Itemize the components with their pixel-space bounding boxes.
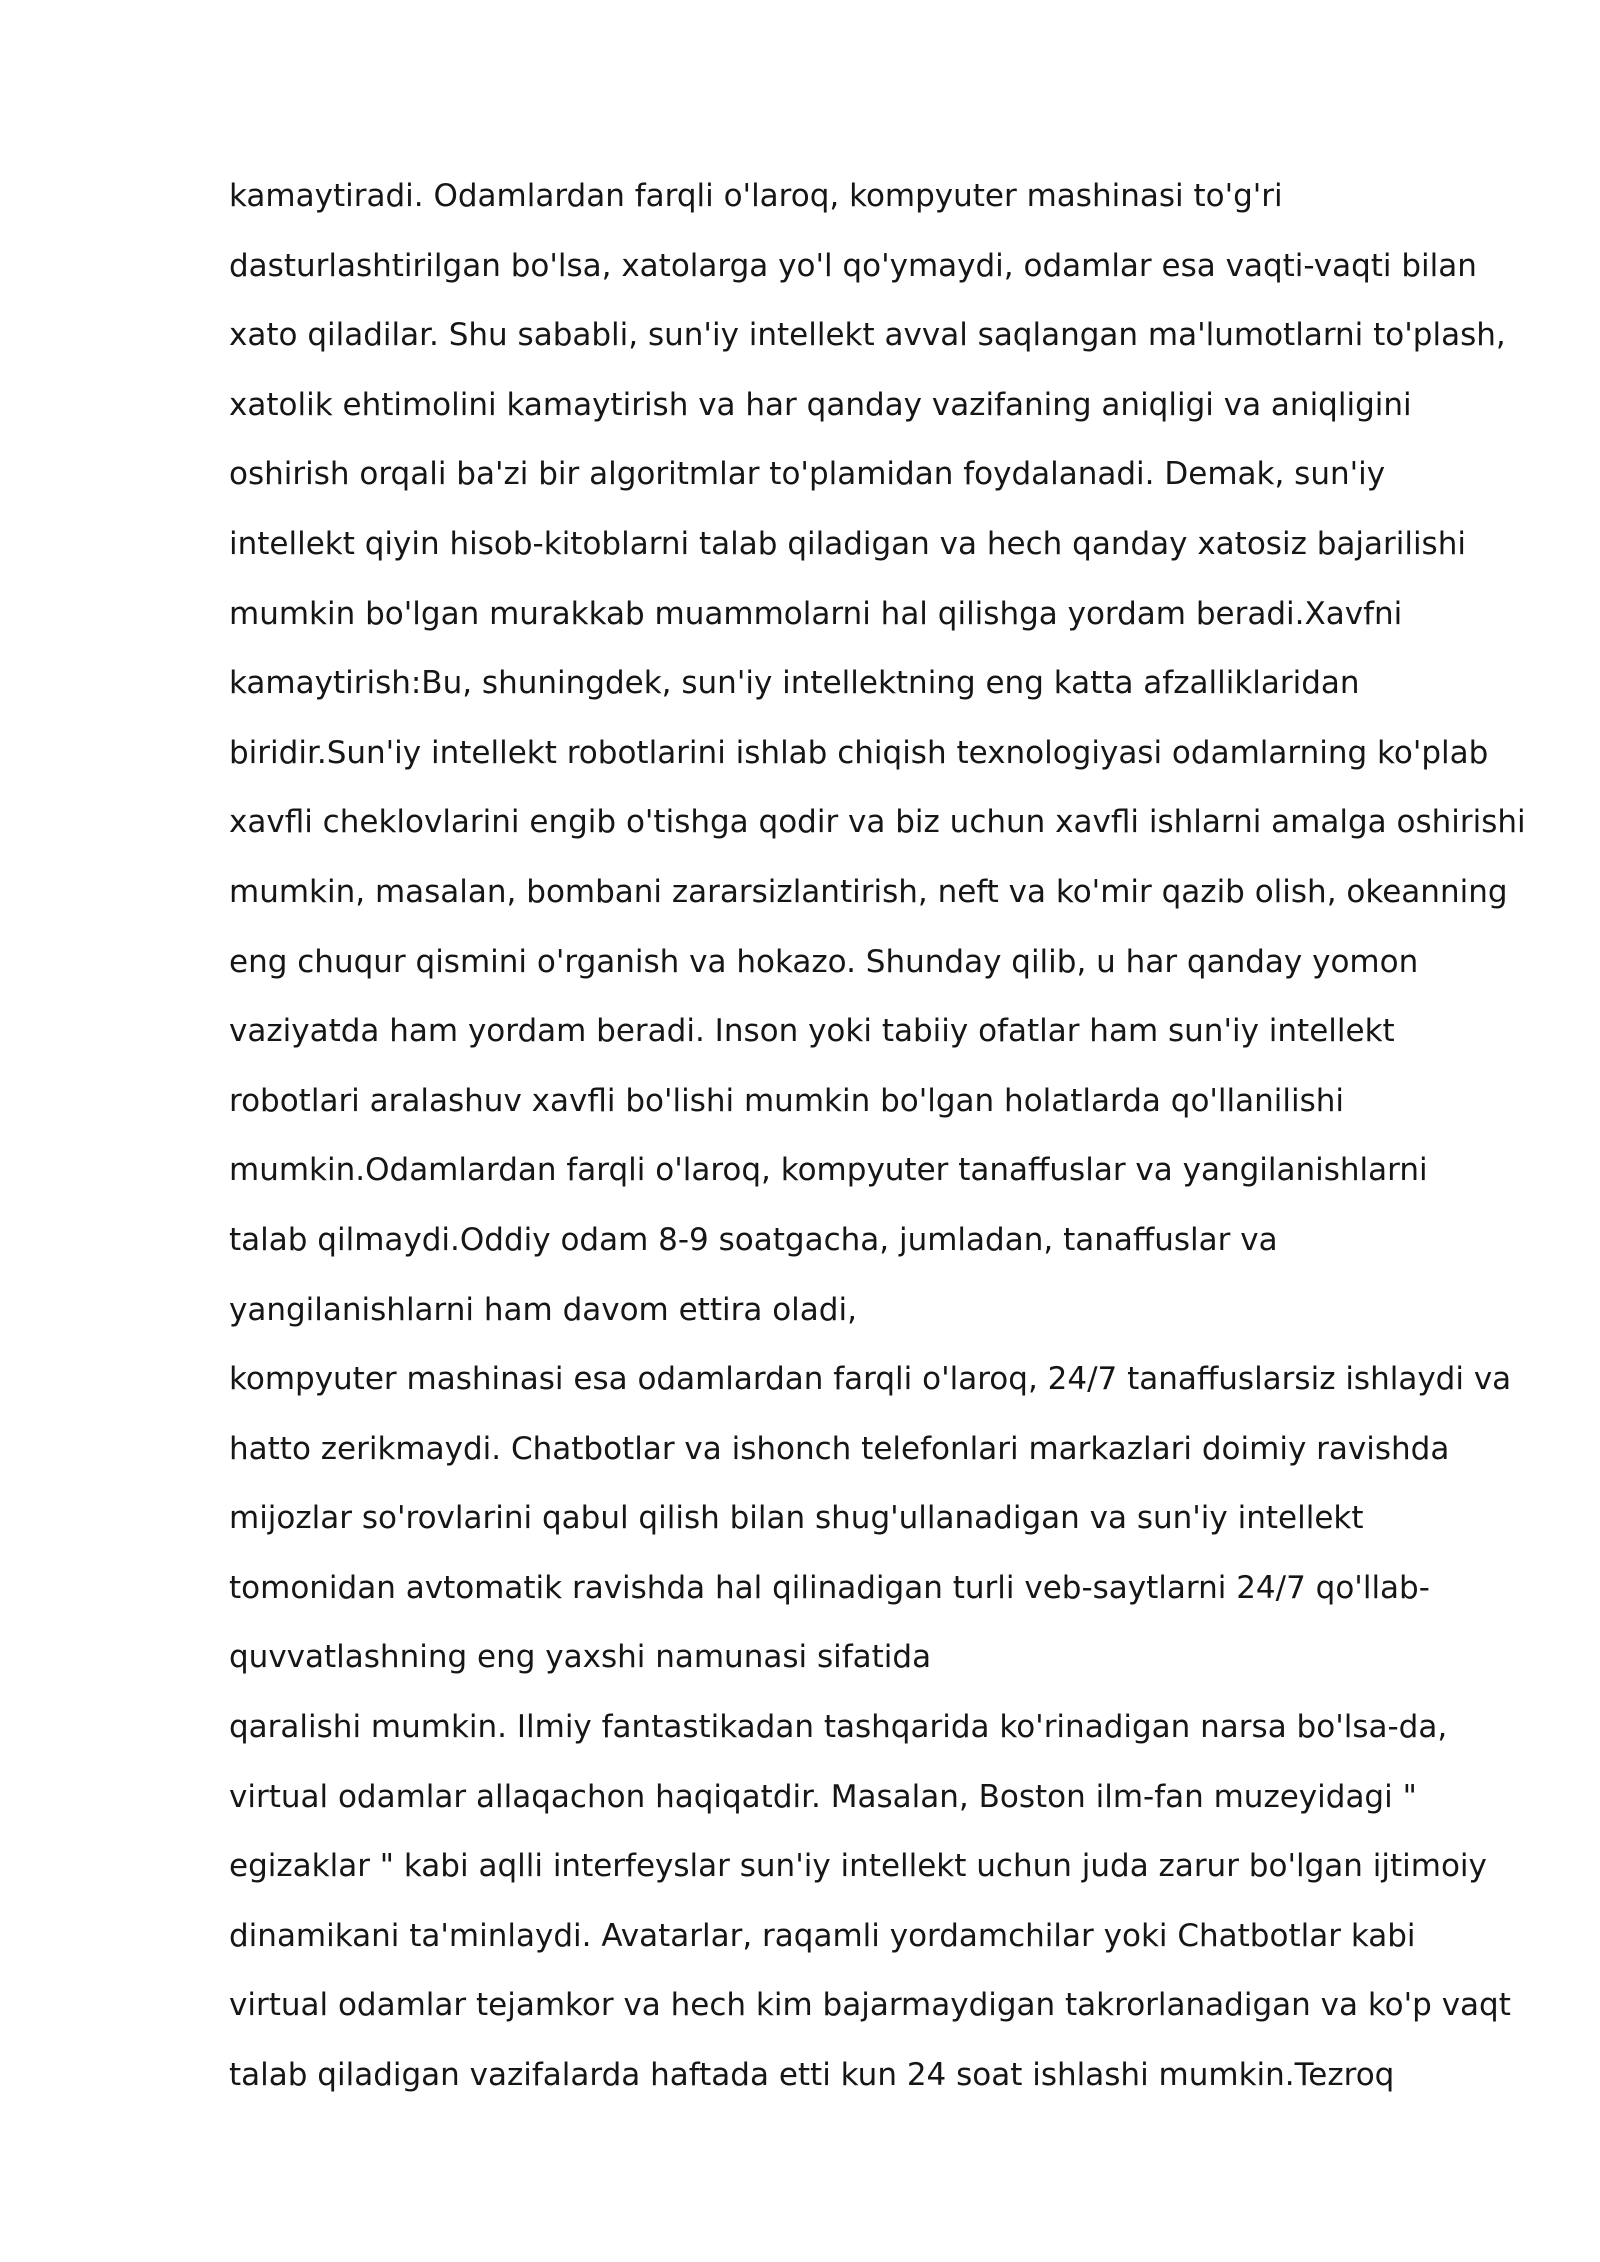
text-line: talab qiladigan vazifalarda haftada etti kun 24 soat ishlashi mumkin.Tezroq xyxy=(229,2057,1395,2094)
text-line: yangilanishlarni ham davom ettira oladi, xyxy=(229,1291,857,1328)
text-line: xatolik ehtimolini kamaytirish va har qanday vazifaning aniqligi va aniqligini xyxy=(229,386,1412,423)
text-line: qaralishi mumkin. Ilmiy fantastikadan tashqarida ko'rinadigan narsa bo'lsa-da, xyxy=(229,1709,1448,1746)
text-line: robotlari aralashuv xavfli bo'lishi mumkin bo'lgan holatlarda qo'llanilishi xyxy=(229,1082,1345,1119)
body-text xyxy=(229,162,1526,2111)
text-line: eng chuqur qismini o'rganish va hokazo. Shunday qilib, u har qanday yomon xyxy=(229,943,1419,980)
text-line: hatto zerikmaydi. Chatbotlar va ishonch telefonlari markazlari doimiy ravishda xyxy=(229,1430,1450,1467)
text-line: talab qilmaydi.Oddiy odam 8-9 soatgacha, jumladan, tanaffuslar va xyxy=(229,1221,1278,1258)
text-line: quvvatlashning eng yaxshi namunasi sifatida xyxy=(229,1639,932,1676)
text-line: biridir.Sun'iy intellekt robotlarini ishlab chiqish texnologiyasi odamlarning ko'plab xyxy=(229,734,1489,771)
text-line: egizaklar " kabi aqlli interfeyslar sun'iy intellekt uchun juda zarur bo'lgan ijtimoiy xyxy=(229,1848,1487,1885)
text-line: mumkin bo'lgan murakkab muammolarni hal qilishga yordam beradi.Xavfni xyxy=(229,595,1403,632)
text-line: mumkin.Odamlardan farqli o'laroq, kompyuter tanaffuslar va yangilanishlarni xyxy=(229,1152,1428,1189)
text-line: intellekt qiyin hisob-kitoblarni talab qiladigan va hech qanday xatosiz bajarilishi xyxy=(229,525,1466,562)
text-line: tomonidan avtomatik ravishda hal qilinadigan turli veb-saytlarni 24/7 qo'llab- xyxy=(229,1569,1430,1606)
text-line: virtual odamlar allaqachon haqiqatdir. Masalan, Boston ilm-fan muzeyidagi " xyxy=(229,1778,1417,1815)
text-line: mijozlar so'rovlarini qabul qilish bilan shug'ullanadigan va sun'iy intellekt xyxy=(229,1500,1364,1537)
text-line: dinamikani ta'minlaydi. Avatarlar, raqamli yordamchilar yoki Chatbotlar kabi xyxy=(229,1917,1416,1954)
text-line: kamaytirish:Bu, shuningdek, sun'iy intellektning eng katta afzalliklaridan xyxy=(229,665,1360,702)
text-line: vaziyatda ham yordam beradi. Inson yoki tabiiy ofatlar ham sun'iy intellekt xyxy=(229,1013,1395,1050)
text-line: virtual odamlar tejamkor va hech kim bajarmaydigan takrorlanadigan va ko'p vaqt xyxy=(229,1987,1511,2024)
text-line: xato qiladilar. Shu sababli, sun'iy intellekt avval saqlangan ma'lumotlarni to'plash, xyxy=(229,317,1506,354)
text-line: kompyuter mashinasi esa odamlardan farqli o'laroq, 24/7 tanaffuslarsiz ishlaydi va xyxy=(229,1361,1512,1398)
text-line: oshirish orqali ba'zi bir algoritmlar to'plamidan foydalanadi. Demak, sun'iy xyxy=(229,456,1386,493)
text-line: mumkin, masalan, bombani zararsizlantirish, neft va ko'mir qazib olish, okeanning xyxy=(229,873,1508,910)
text-line: xavfli cheklovlarini engib o'tishga qodir va biz uchun xavfli ishlarni amalga oshirishi xyxy=(229,804,1526,841)
text-line: kamaytiradi. Odamlardan farqli o'laroq, kompyuter mashinasi to'g'ri xyxy=(229,178,1283,214)
text-line: dasturlashtirilgan bo'lsa, xatolarga yo'l qo'ymaydi, odamlar esa vaqti-vaqti bilan xyxy=(229,247,1477,284)
